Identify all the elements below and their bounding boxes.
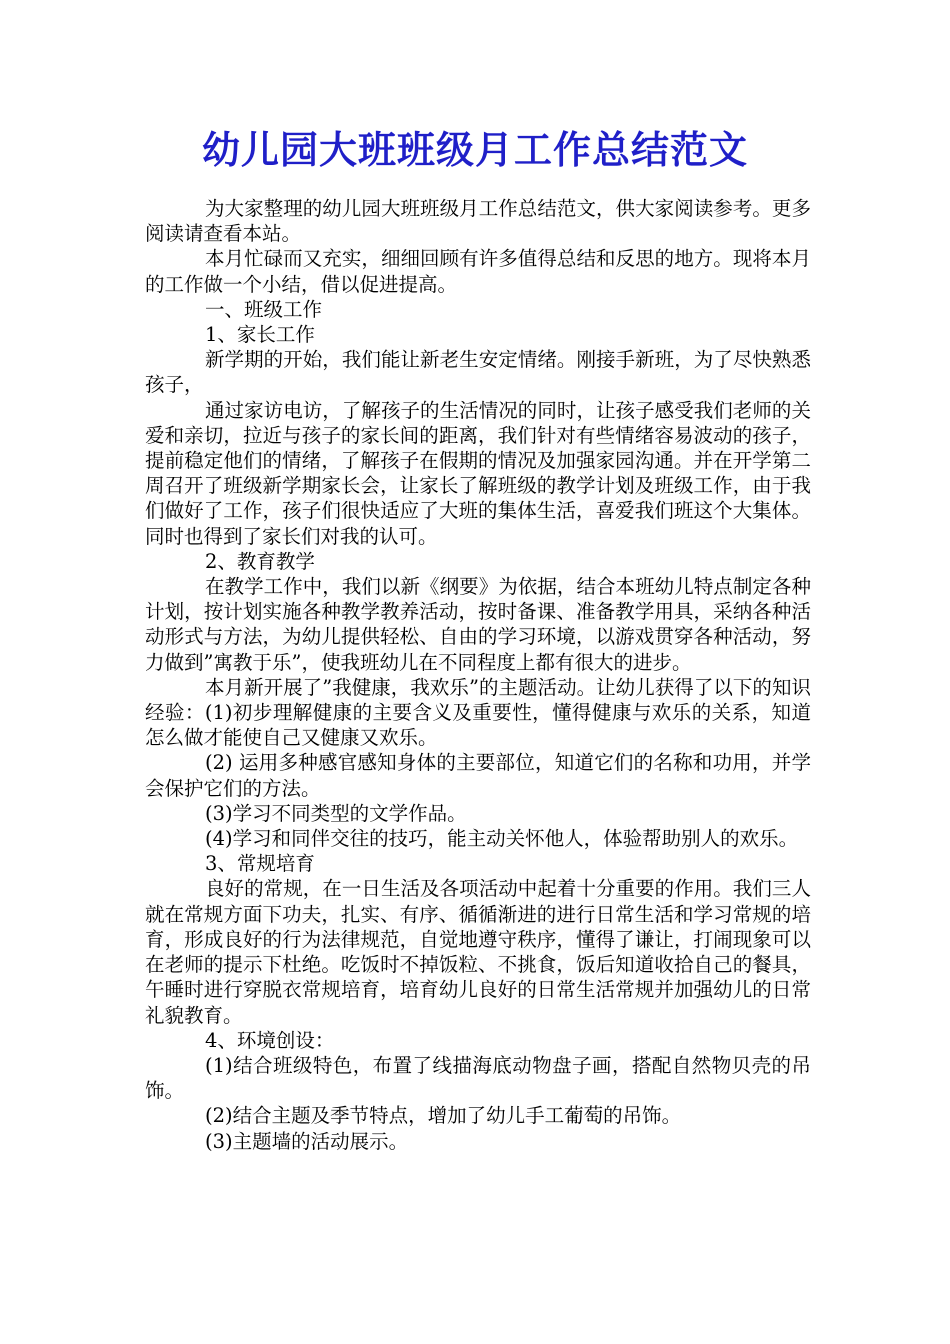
env-item-3: (3)主题墙的活动展示。 [205,1129,409,1153]
subheading-parent-work: 1、家长工作 [205,323,315,347]
list-item-3: (3)学习不同类型的文学作品。 [205,801,467,825]
paragraph-new-term: 新学期的开始，我们能让新老生安定情绪。刚接手新班，为了尽快熟悉孩子， [145,348,811,397]
subheading-routine: 3、常规培育 [205,852,315,876]
paragraph-routine: 良好的常规，在一日生活及各项活动中起着十分重要的作用。我们三人就在常规方面下功夫，扎实、有序、循循渐进的进行日常生活和学习常规的培育，形成良好的行为法律规范，自觉地遵守秩序，懂得了谦让，打闹现象可以在老师的提示下杜绝。吃饭时不掉饭粒、不挑食，饭后知道收拾自己的餐具，午睡时进行穿脱衣常规培育，培育幼儿良好的日常生活常规并加强幼儿的日常礼貌教育。 [145,877,811,1027]
env-item-1: (1)结合班级特色，布置了线描海底动物盘子画，搭配自然物贝壳的吊饰。 [145,1053,811,1103]
paragraph-theme-activity: 本月新开展了”我健康，我欢乐”的主题活动。让幼儿获得了以下的知识经验：(1)初步理解健康的主要含义及重要性，懂得健康与欢乐的关系，知道怎么做才能使自己又健康又欢乐。 [145,675,811,750]
paragraph-summary: 本月忙碌而又充实，细细回顾有许多值得总结和反思的地方。现将本月的工作做一个小结，借以促进提高。 [145,247,811,296]
list-item-2: (2) 运用多种感官感知身体的主要部位，知道它们的名称和功用，并学会保护它们的方法。 [145,751,811,800]
document-title: 幼儿园大班班级月工作总结范文 [201,127,748,172]
paragraph-teaching: 在教学工作中，我们以新《纲要》为依据，结合本班幼儿特点制定各种计划，按计划实施各种教学教养活动，按时备课、准备教学用具，采纳各种活动形式与方法，为幼儿提供轻松、自由的学习环境，以游戏贯穿各种活动，努力做到”寓教于乐”，使我班幼儿在不同程度上都有很大的进步。 [145,575,811,674]
paragraph-intro: 为大家整理的幼儿园大班班级月工作总结范文，供大家阅读参考。更多阅读请查看本站。 [145,197,811,246]
section-heading-class-work: 一、班级工作 [205,297,323,321]
subheading-teaching: 2、教育教学 [205,549,315,573]
subheading-environment: 4、环境创设： [205,1028,335,1052]
paragraph-home-visits: 通过家访电访，了解孩子的生活情况的同时，让孩子感受我们老师的关爱和亲切，拉近与孩子的家长间的距离，我们针对有些情绪容易波动的孩子，提前稳定他们的情绪，了解孩子在假期的情况及加强家园沟通。并在开学第二周召开了班级新学期家长会，让家长了解班级的教学计划及班级工作，由于我们做好了工作，孩子们很快适应了大班的集体生活，喜爱我们班这个大集体。同时也得到了家长们对我的认可。 [145,398,811,548]
list-item-4: (4)学习和同伴交往的技巧，能主动关怀他人，体验帮助别人的欢乐。 [205,827,799,851]
document-body [145,196,811,1154]
env-item-2: (2)结合主题及季节特点，增加了幼儿手工葡萄的吊饰。 [205,1104,682,1128]
